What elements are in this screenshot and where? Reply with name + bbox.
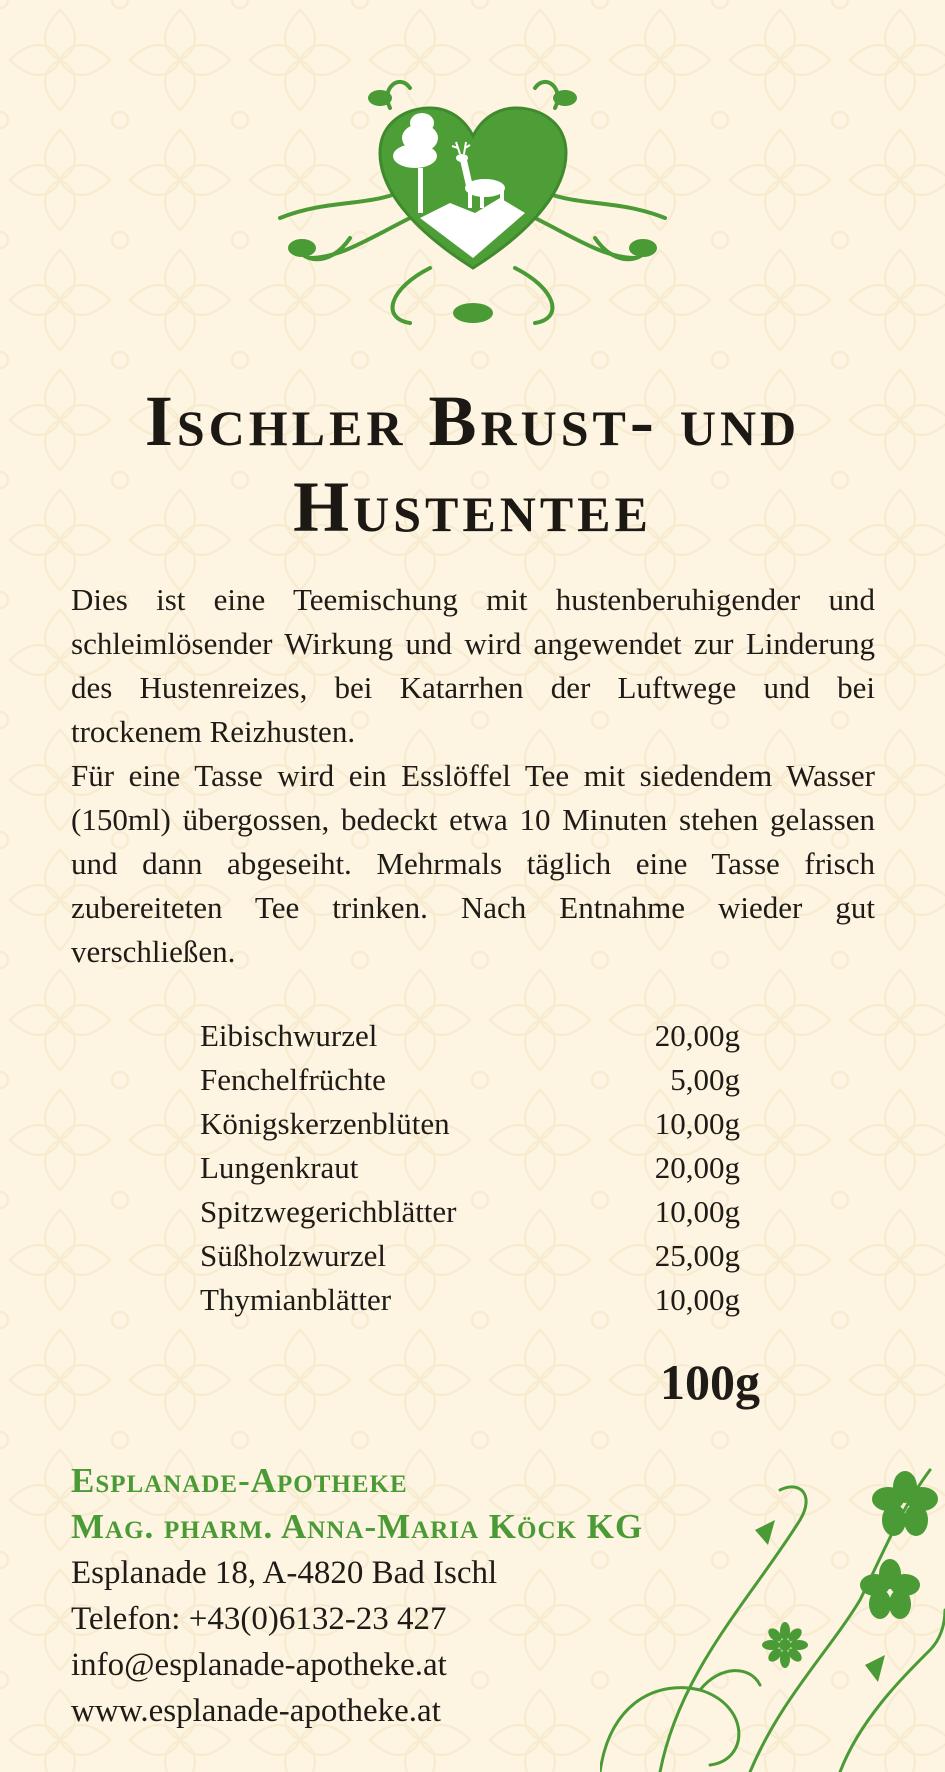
ingredient-name: Spitzwegerichblätter: [200, 1194, 457, 1229]
ingredient-row: [200, 1146, 740, 1190]
title-line-2: Hustentee: [293, 467, 652, 547]
ingredient-row: [200, 1234, 740, 1278]
ingredients-table: [200, 1014, 740, 1322]
total-weight: 100g: [660, 1354, 760, 1410]
product-title: [0, 378, 945, 550]
usage-paragraph: Für eine Tasse wird ein Esslöffel Tee mit siedendem Wasser (150ml) übergossen, bedeckt etwa 10 Minuten stehen gelassen und dann abgeseiht. Mehrmals täglich eine Tasse frisch zubereiteten Tee trinken. Nach Entnahme wieder gut verschließen.: [71, 758, 875, 969]
ingredient-row: [200, 1190, 740, 1234]
ingredient-row: [200, 1014, 740, 1058]
floral-corner-ornament: [600, 1450, 945, 1772]
ingredient-row: [200, 1058, 740, 1102]
pharmacy-address: Esplanade 18, A-4820 Bad Ischl: [71, 1555, 498, 1591]
ingredient-name: Süßholzwurzel: [200, 1238, 386, 1273]
pharmacy-email: info@esplanade-apotheke.at: [71, 1647, 447, 1683]
ingredient-name: Königskerzenblüten: [200, 1106, 450, 1141]
ingredient-amount: 20,00g: [654, 1150, 740, 1185]
ingredient-amount: 20,00g: [654, 1018, 740, 1053]
title-line-1: Ischler Brust- und: [144, 381, 801, 461]
ingredient-name: Eibischwurzel: [200, 1018, 378, 1053]
description-paragraph: Dies ist eine Teemischung mit hustenberuhigender und schleimlösender Wirkung und wird angewendet zur Linderung des Hustenreizes, bei Katarrhen der Luftwege und bei trockenem Reizhusten.: [71, 582, 875, 749]
ingredient-row: [200, 1278, 740, 1322]
ingredient-name: Fenchelfrüchte: [200, 1062, 386, 1097]
ingredient-amount: 10,00g: [654, 1282, 740, 1317]
ingredient-row: [200, 1102, 740, 1146]
ingredient-amount: 25,00g: [654, 1238, 740, 1273]
pharmacy-owner: Mag. pharm. Anna-Maria Köck KG: [71, 1507, 644, 1546]
ingredient-amount: 5,00g: [670, 1062, 740, 1097]
product-description: [71, 578, 875, 974]
pharmacy-name: Esplanade-Apotheke: [71, 1461, 408, 1500]
pharmacy-phone: Telefon: +43(0)6132-23 427: [71, 1601, 447, 1637]
ingredient-amount: 10,00g: [654, 1106, 740, 1141]
pharmacy-website: www.esplanade-apotheke.at: [71, 1693, 441, 1729]
heart-tree-deer-logo: [270, 68, 675, 338]
ingredient-name: Thymianblätter: [200, 1282, 392, 1317]
ingredient-name: Lungenkraut: [200, 1150, 359, 1185]
ingredient-amount: 10,00g: [654, 1194, 740, 1229]
